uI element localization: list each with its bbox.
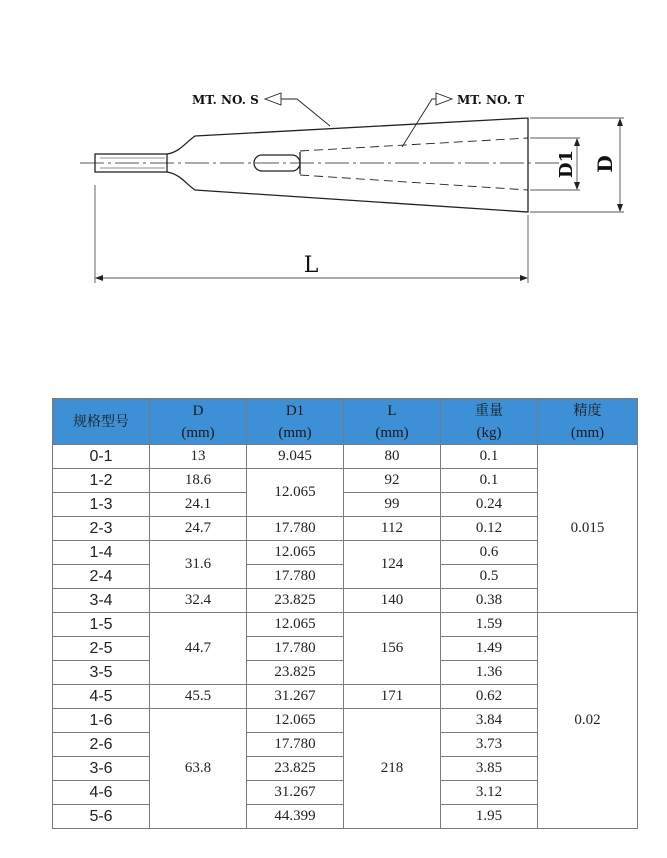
cell-d1: 12.065 bbox=[247, 541, 344, 565]
cell-d: 44.7 bbox=[150, 613, 247, 685]
cell-weight: 3.84 bbox=[441, 709, 538, 733]
cell-d1: 17.780 bbox=[247, 733, 344, 757]
cell-weight: 0.5 bbox=[441, 565, 538, 589]
cell-weight: 0.12 bbox=[441, 517, 538, 541]
cell-weight: 3.73 bbox=[441, 733, 538, 757]
cell-l: 171 bbox=[344, 685, 441, 709]
arrow-l-left bbox=[95, 275, 103, 281]
cell-model: 0-1 bbox=[53, 445, 150, 469]
spec-table bbox=[52, 398, 638, 829]
label-d1: D1 bbox=[556, 149, 577, 179]
arrow-d1-bottom bbox=[574, 182, 580, 190]
cell-d: 31.6 bbox=[150, 541, 247, 589]
cell-l: 124 bbox=[344, 541, 441, 589]
cell-weight: 0.62 bbox=[441, 685, 538, 709]
cell-d1: 23.825 bbox=[247, 757, 344, 781]
cell-model: 5-6 bbox=[53, 805, 150, 829]
cell-d1: 17.780 bbox=[247, 517, 344, 541]
arrow-t bbox=[436, 93, 452, 105]
cell-l: 112 bbox=[344, 517, 441, 541]
header-model: 规格型号 bbox=[53, 399, 150, 445]
cell-precision: 0.02 bbox=[538, 613, 638, 829]
cell-d: 24.7 bbox=[150, 517, 247, 541]
cell-l: 80 bbox=[344, 445, 441, 469]
cell-d1: 17.780 bbox=[247, 565, 344, 589]
cell-weight: 0.24 bbox=[441, 493, 538, 517]
cell-d1: 31.267 bbox=[247, 781, 344, 805]
cell-l: 140 bbox=[344, 589, 441, 613]
arrow-s bbox=[265, 93, 281, 105]
cell-d1: 12.065 bbox=[247, 613, 344, 637]
cell-d1: 12.065 bbox=[247, 469, 344, 517]
cell-l: 156 bbox=[344, 613, 441, 685]
cell-d: 24.1 bbox=[150, 493, 247, 517]
inner-taper-top bbox=[300, 138, 528, 151]
cell-weight: 1.49 bbox=[441, 637, 538, 661]
cell-weight: 3.12 bbox=[441, 781, 538, 805]
cell-model: 2-6 bbox=[53, 733, 150, 757]
header-l: L (mm) bbox=[344, 399, 441, 445]
cell-weight: 0.1 bbox=[441, 445, 538, 469]
label-l: L bbox=[303, 253, 319, 278]
cell-d1: 31.267 bbox=[247, 685, 344, 709]
cell-d1: 9.045 bbox=[247, 445, 344, 469]
cell-d: 63.8 bbox=[150, 709, 247, 829]
cell-d1: 23.825 bbox=[247, 661, 344, 685]
header-d1: D1 (mm) bbox=[247, 399, 344, 445]
cell-d1: 12.065 bbox=[247, 709, 344, 733]
cell-d: 13 bbox=[150, 445, 247, 469]
cell-weight: 1.59 bbox=[441, 613, 538, 637]
cell-model: 1-3 bbox=[53, 493, 150, 517]
cell-weight: 0.1 bbox=[441, 469, 538, 493]
cell-model: 2-3 bbox=[53, 517, 150, 541]
cell-model: 3-6 bbox=[53, 757, 150, 781]
cell-weight: 0.6 bbox=[441, 541, 538, 565]
cell-model: 1-5 bbox=[53, 613, 150, 637]
label-d: D bbox=[593, 155, 617, 173]
cell-l: 92 bbox=[344, 469, 441, 493]
cell-model: 2-4 bbox=[53, 565, 150, 589]
cell-d: 45.5 bbox=[150, 685, 247, 709]
cell-d: 32.4 bbox=[150, 589, 247, 613]
cell-model: 3-4 bbox=[53, 589, 150, 613]
cell-l: 99 bbox=[344, 493, 441, 517]
cell-weight: 1.95 bbox=[441, 805, 538, 829]
cell-d1: 17.780 bbox=[247, 637, 344, 661]
header-precision: 精度 (mm) bbox=[538, 399, 638, 445]
label-mt-s: MT. NO. S bbox=[192, 93, 259, 107]
cell-weight: 3.85 bbox=[441, 757, 538, 781]
arrow-d1-top bbox=[574, 138, 580, 146]
cell-weight: 0.38 bbox=[441, 589, 538, 613]
cell-d1: 23.825 bbox=[247, 589, 344, 613]
cell-precision: 0.015 bbox=[538, 445, 638, 613]
inner-taper-bottom bbox=[300, 175, 528, 190]
table-row bbox=[53, 445, 638, 469]
cell-l: 218 bbox=[344, 709, 441, 829]
cell-model: 1-2 bbox=[53, 469, 150, 493]
cell-model: 2-5 bbox=[53, 637, 150, 661]
cell-model: 4-6 bbox=[53, 781, 150, 805]
cell-model: 4-5 bbox=[53, 685, 150, 709]
cell-d1: 44.399 bbox=[247, 805, 344, 829]
arrow-d-top bbox=[617, 118, 623, 126]
cell-d: 18.6 bbox=[150, 469, 247, 493]
arrow-l-right bbox=[520, 275, 528, 281]
cell-model: 1-6 bbox=[53, 709, 150, 733]
arrow-d-bottom bbox=[617, 204, 623, 212]
cell-model: 1-4 bbox=[53, 541, 150, 565]
header-weight: 重量 (kg) bbox=[441, 399, 538, 445]
label-mt-t: MT. NO. T bbox=[457, 93, 525, 107]
body-outline bbox=[167, 118, 528, 212]
table-header-row bbox=[53, 399, 638, 445]
cell-weight: 1.36 bbox=[441, 661, 538, 685]
cell-model: 3-5 bbox=[53, 661, 150, 685]
table-row bbox=[53, 613, 638, 637]
sleeve-technical-drawing bbox=[0, 0, 667, 300]
header-d: D (mm) bbox=[150, 399, 247, 445]
